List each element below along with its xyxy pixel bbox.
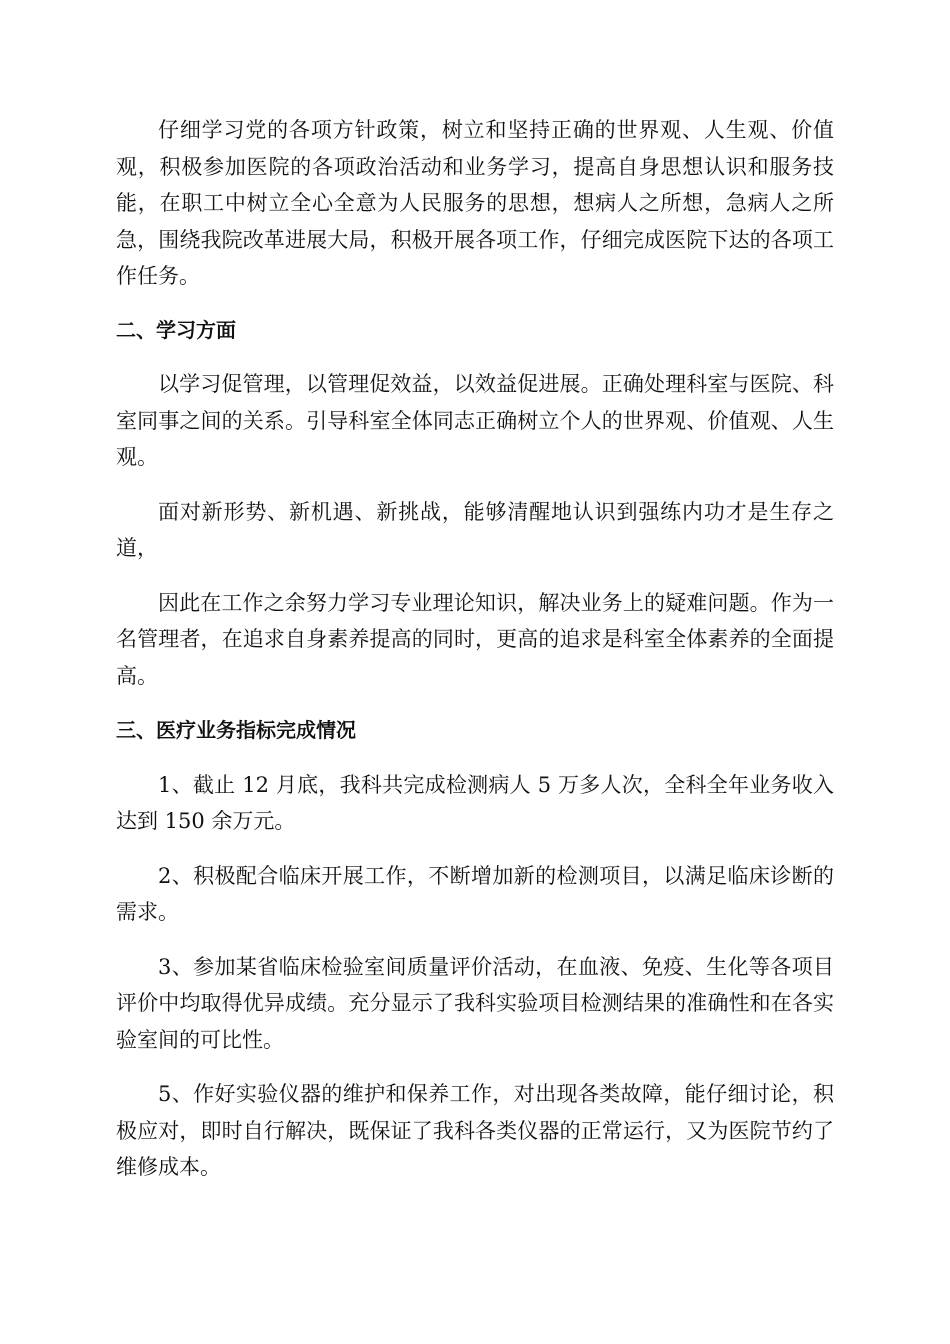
paragraph-item-3: 3、参加某省临床检验室间质量评价活动，在血液、免疫、生化等各项目评价中均取得优异成绩。充分显示了我科实验项目检测结果的准确性和在各实验室间的可比性。 [116, 954, 834, 1052]
heading-study: 二、学习方面 [116, 317, 236, 342]
paragraph-item-5: 5、作好实验仪器的维护和保养工作，对出现各类故障，能仔细讨论，积极应对，即时自行解决，既保证了我科各类仪器的正常运行，又为医院节约了维修成本。 [116, 1082, 834, 1179]
document-page [116, 112, 834, 1204]
paragraph-item-1: 1、截止 12 月底，我科共完成检测病人 5 万多人次，全科全年业务收入达到 150 余万元。 [116, 772, 834, 833]
paragraph-new-situation: 面对新形势、新机遇、新挑战，能够清醒地认识到强练内功才是生存之道， [116, 499, 834, 560]
paragraph-study-management: 以学习促管理，以管理促效益，以效益促进展。正确处理科室与医院、科室同事之间的关系。引导科室全体同志正确树立个人的世界观、价值观、人生观。 [116, 372, 834, 469]
paragraph-professional-learning: 因此在工作之余努力学习专业理论知识，解决业务上的疑难问题。作为一名管理者，在追求自身素养提高的同时，更高的追求是科室全体素养的全面提高。 [116, 590, 834, 688]
paragraph-item-2: 2、积极配合临床开展工作，不断增加新的检测项目，以满足临床诊断的需求。 [116, 863, 834, 924]
paragraph-political-study: 仔细学习党的各项方针政策，树立和坚持正确的世界观、人生观、价值观，积极参加医院的各项政治活动和业务学习，提高自身思想认识和服务技能，在职工中树立全心全意为人民服务的思想，想病人之所想，急病人之所急，围绕我院改革进展大局，积极开展各项工作，仔细完成医院下达的各项工作任务。 [116, 118, 834, 288]
heading-medical-indicators: 三、医疗业务指标完成情况 [116, 718, 356, 742]
